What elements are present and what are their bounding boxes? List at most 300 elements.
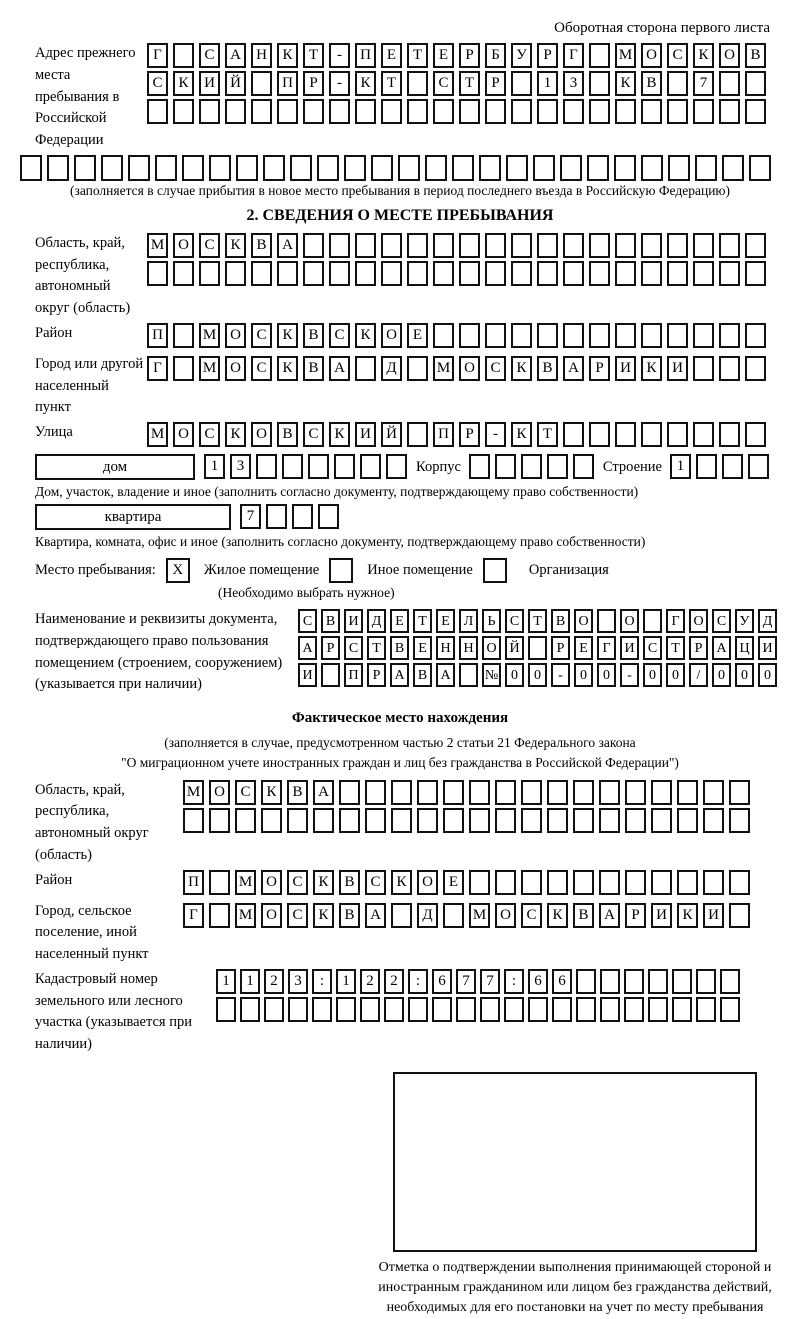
form-cell[interactable] bbox=[615, 233, 636, 258]
form-cell[interactable] bbox=[317, 155, 339, 181]
form-cell[interactable] bbox=[282, 454, 303, 479]
form-cell[interactable] bbox=[381, 261, 402, 286]
form-cell[interactable] bbox=[425, 155, 447, 181]
form-cell[interactable]: Е bbox=[574, 636, 593, 660]
form-cell[interactable]: 1 bbox=[537, 71, 558, 96]
form-cell[interactable]: В bbox=[303, 323, 324, 348]
form-cell[interactable] bbox=[703, 870, 724, 895]
form-cell[interactable] bbox=[589, 323, 610, 348]
form-cell[interactable]: 6 bbox=[528, 969, 548, 994]
form-cell[interactable] bbox=[256, 454, 277, 479]
form-cell[interactable] bbox=[587, 155, 609, 181]
form-cell[interactable] bbox=[329, 261, 350, 286]
form-cell[interactable] bbox=[495, 780, 516, 805]
form-cell[interactable] bbox=[506, 155, 528, 181]
form-cell[interactable]: : bbox=[312, 969, 332, 994]
form-cell[interactable] bbox=[339, 808, 360, 833]
form-cell[interactable]: С bbox=[199, 422, 220, 447]
form-cell[interactable]: С bbox=[433, 71, 454, 96]
form-cell[interactable]: И bbox=[758, 636, 777, 660]
form-cell[interactable] bbox=[614, 155, 636, 181]
form-cell[interactable]: М bbox=[199, 356, 220, 381]
form-cell[interactable] bbox=[182, 155, 204, 181]
form-cell[interactable] bbox=[693, 356, 714, 381]
form-cell[interactable]: А bbox=[329, 356, 350, 381]
form-cell[interactable]: Ь bbox=[482, 609, 501, 633]
form-cell[interactable] bbox=[624, 997, 644, 1022]
form-cell[interactable] bbox=[209, 903, 230, 928]
form-cell[interactable]: Т bbox=[537, 422, 558, 447]
form-cell[interactable] bbox=[173, 99, 194, 124]
form-cell[interactable] bbox=[459, 261, 480, 286]
form-cell[interactable] bbox=[469, 870, 490, 895]
form-cell[interactable] bbox=[173, 43, 194, 68]
form-cell[interactable] bbox=[355, 233, 376, 258]
form-cell[interactable]: М bbox=[235, 870, 256, 895]
form-cell[interactable]: К bbox=[615, 71, 636, 96]
form-cell[interactable] bbox=[511, 261, 532, 286]
form-cell[interactable] bbox=[277, 261, 298, 286]
form-cell[interactable] bbox=[693, 422, 714, 447]
form-cell[interactable]: С bbox=[287, 870, 308, 895]
form-cell[interactable]: М bbox=[147, 233, 168, 258]
form-cell[interactable]: О bbox=[620, 609, 639, 633]
form-cell[interactable] bbox=[334, 454, 355, 479]
form-cell[interactable] bbox=[624, 969, 644, 994]
form-cell[interactable]: Г bbox=[147, 43, 168, 68]
form-cell[interactable] bbox=[693, 323, 714, 348]
form-cell[interactable] bbox=[312, 997, 332, 1022]
form-cell[interactable]: С bbox=[712, 609, 731, 633]
form-cell[interactable]: И bbox=[667, 356, 688, 381]
form-cell[interactable]: С bbox=[298, 609, 317, 633]
form-cell[interactable] bbox=[456, 997, 476, 1022]
form-cell[interactable]: К bbox=[277, 323, 298, 348]
form-cell[interactable]: 7 bbox=[480, 969, 500, 994]
form-cell[interactable] bbox=[407, 233, 428, 258]
form-cell[interactable] bbox=[391, 808, 412, 833]
form-cell[interactable] bbox=[321, 663, 340, 687]
form-cell[interactable] bbox=[667, 261, 688, 286]
form-cell[interactable]: Т bbox=[666, 636, 685, 660]
form-cell[interactable]: М bbox=[469, 903, 490, 928]
form-cell[interactable] bbox=[589, 99, 610, 124]
form-cell[interactable] bbox=[693, 99, 714, 124]
form-cell[interactable] bbox=[641, 233, 662, 258]
form-cell[interactable]: Д bbox=[381, 356, 402, 381]
form-cell[interactable]: К bbox=[225, 233, 246, 258]
form-cell[interactable] bbox=[173, 323, 194, 348]
form-cell[interactable]: К bbox=[677, 903, 698, 928]
form-cell[interactable] bbox=[495, 808, 516, 833]
form-cell[interactable] bbox=[573, 454, 594, 479]
form-cell[interactable] bbox=[600, 969, 620, 994]
form-cell[interactable] bbox=[407, 422, 428, 447]
form-cell[interactable] bbox=[677, 780, 698, 805]
form-cell[interactable]: 2 bbox=[264, 969, 284, 994]
form-cell[interactable] bbox=[173, 261, 194, 286]
form-cell[interactable] bbox=[480, 997, 500, 1022]
form-cell[interactable]: О bbox=[689, 609, 708, 633]
form-cell[interactable]: Т bbox=[367, 636, 386, 660]
form-cell[interactable] bbox=[589, 71, 610, 96]
form-cell[interactable]: В bbox=[303, 356, 324, 381]
form-cell[interactable]: М bbox=[235, 903, 256, 928]
form-cell[interactable] bbox=[504, 997, 524, 1022]
house-box[interactable]: дом bbox=[35, 454, 195, 480]
form-cell[interactable]: В bbox=[251, 233, 272, 258]
form-cell[interactable] bbox=[225, 261, 246, 286]
form-cell[interactable]: 3 bbox=[563, 71, 584, 96]
form-cell[interactable] bbox=[641, 155, 663, 181]
form-cell[interactable]: А bbox=[390, 663, 409, 687]
form-cell[interactable] bbox=[667, 422, 688, 447]
form-cell[interactable] bbox=[485, 233, 506, 258]
form-cell[interactable] bbox=[511, 323, 532, 348]
form-cell[interactable]: Б bbox=[485, 43, 506, 68]
form-cell[interactable]: С bbox=[251, 323, 272, 348]
form-cell[interactable] bbox=[318, 504, 339, 529]
form-cell[interactable]: С bbox=[667, 43, 688, 68]
form-cell[interactable]: М bbox=[615, 43, 636, 68]
form-cell[interactable]: В bbox=[277, 422, 298, 447]
form-cell[interactable] bbox=[537, 99, 558, 124]
form-cell[interactable]: О bbox=[173, 422, 194, 447]
form-cell[interactable] bbox=[589, 422, 610, 447]
form-cell[interactable]: 0 bbox=[666, 663, 685, 687]
form-cell[interactable] bbox=[371, 155, 393, 181]
form-cell[interactable] bbox=[722, 454, 743, 479]
form-cell[interactable] bbox=[147, 261, 168, 286]
form-cell[interactable] bbox=[648, 969, 668, 994]
form-cell[interactable] bbox=[625, 808, 646, 833]
form-cell[interactable] bbox=[360, 454, 381, 479]
form-cell[interactable] bbox=[745, 233, 766, 258]
form-cell[interactable] bbox=[443, 780, 464, 805]
form-cell[interactable]: № bbox=[482, 663, 501, 687]
form-cell[interactable] bbox=[677, 870, 698, 895]
form-cell[interactable]: 3 bbox=[288, 969, 308, 994]
form-cell[interactable]: О bbox=[482, 636, 501, 660]
form-cell[interactable]: И bbox=[651, 903, 672, 928]
form-cell[interactable] bbox=[643, 609, 662, 633]
form-cell[interactable] bbox=[533, 155, 555, 181]
form-cell[interactable] bbox=[719, 233, 740, 258]
form-cell[interactable] bbox=[599, 870, 620, 895]
form-cell[interactable]: В bbox=[745, 43, 766, 68]
form-cell[interactable] bbox=[303, 261, 324, 286]
form-cell[interactable]: 1 bbox=[216, 969, 236, 994]
form-cell[interactable] bbox=[599, 780, 620, 805]
form-cell[interactable]: Г bbox=[563, 43, 584, 68]
form-cell[interactable]: И bbox=[703, 903, 724, 928]
form-cell[interactable] bbox=[251, 99, 272, 124]
form-cell[interactable] bbox=[547, 780, 568, 805]
form-cell[interactable]: В bbox=[641, 71, 662, 96]
form-cell[interactable] bbox=[695, 155, 717, 181]
form-cell[interactable] bbox=[528, 636, 547, 660]
form-cell[interactable] bbox=[355, 99, 376, 124]
form-cell[interactable]: А bbox=[599, 903, 620, 928]
form-cell[interactable]: С bbox=[251, 356, 272, 381]
form-cell[interactable]: А bbox=[313, 780, 334, 805]
form-cell[interactable] bbox=[511, 71, 532, 96]
form-cell[interactable]: 0 bbox=[528, 663, 547, 687]
form-cell[interactable] bbox=[459, 663, 478, 687]
form-cell[interactable]: М bbox=[199, 323, 220, 348]
form-cell[interactable] bbox=[288, 997, 308, 1022]
form-cell[interactable] bbox=[495, 454, 516, 479]
form-cell[interactable]: С bbox=[485, 356, 506, 381]
form-cell[interactable] bbox=[384, 997, 404, 1022]
form-cell[interactable]: : bbox=[504, 969, 524, 994]
form-cell[interactable]: Г bbox=[597, 636, 616, 660]
form-cell[interactable] bbox=[745, 422, 766, 447]
form-cell[interactable]: 0 bbox=[574, 663, 593, 687]
form-cell[interactable] bbox=[199, 99, 220, 124]
form-cell[interactable] bbox=[589, 233, 610, 258]
form-cell[interactable] bbox=[720, 997, 740, 1022]
form-cell[interactable] bbox=[511, 233, 532, 258]
form-cell[interactable]: К bbox=[355, 71, 376, 96]
form-cell[interactable]: А bbox=[277, 233, 298, 258]
form-cell[interactable] bbox=[443, 903, 464, 928]
form-cell[interactable] bbox=[745, 71, 766, 96]
form-cell[interactable]: 6 bbox=[552, 969, 572, 994]
form-cell[interactable] bbox=[183, 808, 204, 833]
form-cell[interactable] bbox=[719, 99, 740, 124]
form-cell[interactable]: Д bbox=[758, 609, 777, 633]
form-cell[interactable] bbox=[693, 233, 714, 258]
form-cell[interactable] bbox=[648, 997, 668, 1022]
form-cell[interactable]: К bbox=[261, 780, 282, 805]
form-cell[interactable]: В bbox=[413, 663, 432, 687]
form-cell[interactable]: П bbox=[183, 870, 204, 895]
form-cell[interactable]: О bbox=[225, 356, 246, 381]
form-cell[interactable] bbox=[748, 454, 769, 479]
form-cell[interactable] bbox=[651, 870, 672, 895]
form-cell[interactable]: С bbox=[303, 422, 324, 447]
form-cell[interactable] bbox=[672, 969, 692, 994]
form-cell[interactable] bbox=[537, 261, 558, 286]
form-cell[interactable] bbox=[641, 323, 662, 348]
form-cell[interactable] bbox=[433, 323, 454, 348]
form-cell[interactable]: С bbox=[521, 903, 542, 928]
form-cell[interactable] bbox=[668, 155, 690, 181]
form-cell[interactable] bbox=[719, 261, 740, 286]
form-cell[interactable]: О bbox=[261, 903, 282, 928]
form-cell[interactable] bbox=[485, 261, 506, 286]
form-cell[interactable]: Л bbox=[459, 609, 478, 633]
form-cell[interactable]: С bbox=[199, 43, 220, 68]
form-cell[interactable]: Е bbox=[390, 609, 409, 633]
form-cell[interactable]: С bbox=[199, 233, 220, 258]
form-cell[interactable]: Н bbox=[459, 636, 478, 660]
form-cell[interactable] bbox=[729, 903, 750, 928]
form-cell[interactable] bbox=[641, 99, 662, 124]
form-cell[interactable] bbox=[600, 997, 620, 1022]
form-cell[interactable]: 2 bbox=[360, 969, 380, 994]
form-cell[interactable] bbox=[147, 99, 168, 124]
form-cell[interactable]: В bbox=[573, 903, 594, 928]
form-cell[interactable]: У bbox=[735, 609, 754, 633]
form-cell[interactable]: М bbox=[147, 422, 168, 447]
form-cell[interactable] bbox=[651, 808, 672, 833]
form-cell[interactable]: Г bbox=[147, 356, 168, 381]
form-cell[interactable] bbox=[47, 155, 69, 181]
form-cell[interactable] bbox=[433, 99, 454, 124]
form-cell[interactable]: - bbox=[620, 663, 639, 687]
form-cell[interactable] bbox=[391, 780, 412, 805]
form-cell[interactable]: К bbox=[355, 323, 376, 348]
form-cell[interactable] bbox=[365, 780, 386, 805]
form-cell[interactable]: 1 bbox=[670, 454, 691, 479]
form-cell[interactable] bbox=[355, 356, 376, 381]
form-cell[interactable]: Г bbox=[183, 903, 204, 928]
form-cell[interactable]: П bbox=[277, 71, 298, 96]
form-cell[interactable]: О bbox=[495, 903, 516, 928]
form-cell[interactable] bbox=[381, 99, 402, 124]
form-cell[interactable]: Н bbox=[436, 636, 455, 660]
form-cell[interactable] bbox=[339, 780, 360, 805]
form-cell[interactable] bbox=[432, 997, 452, 1022]
form-cell[interactable] bbox=[173, 356, 194, 381]
form-cell[interactable]: - bbox=[551, 663, 570, 687]
form-cell[interactable] bbox=[641, 261, 662, 286]
form-cell[interactable]: 0 bbox=[758, 663, 777, 687]
form-cell[interactable]: С bbox=[287, 903, 308, 928]
form-cell[interactable] bbox=[287, 808, 308, 833]
form-cell[interactable] bbox=[209, 808, 230, 833]
form-cell[interactable]: Д bbox=[367, 609, 386, 633]
form-cell[interactable] bbox=[459, 323, 480, 348]
form-cell[interactable]: Г bbox=[666, 609, 685, 633]
form-cell[interactable] bbox=[360, 997, 380, 1022]
form-cell[interactable] bbox=[672, 997, 692, 1022]
apartment-box[interactable]: квартира bbox=[35, 504, 231, 530]
form-cell[interactable]: : bbox=[408, 969, 428, 994]
form-cell[interactable] bbox=[547, 870, 568, 895]
form-cell[interactable] bbox=[625, 870, 646, 895]
form-cell[interactable] bbox=[290, 155, 312, 181]
form-cell[interactable]: Р bbox=[485, 71, 506, 96]
form-cell[interactable] bbox=[485, 99, 506, 124]
form-cell[interactable]: С bbox=[643, 636, 662, 660]
form-cell[interactable]: Р bbox=[689, 636, 708, 660]
form-cell[interactable]: 1 bbox=[240, 969, 260, 994]
form-cell[interactable]: К bbox=[277, 43, 298, 68]
form-cell[interactable]: 6 bbox=[432, 969, 452, 994]
form-cell[interactable] bbox=[573, 870, 594, 895]
form-cell[interactable]: И bbox=[199, 71, 220, 96]
form-cell[interactable] bbox=[537, 233, 558, 258]
form-cell[interactable]: Р bbox=[321, 636, 340, 660]
form-cell[interactable]: К bbox=[313, 903, 334, 928]
form-cell[interactable]: П bbox=[147, 323, 168, 348]
form-cell[interactable]: М bbox=[433, 356, 454, 381]
form-cell[interactable] bbox=[308, 454, 329, 479]
form-cell[interactable]: И bbox=[355, 422, 376, 447]
form-cell[interactable]: И bbox=[615, 356, 636, 381]
form-cell[interactable] bbox=[469, 808, 490, 833]
form-cell[interactable] bbox=[263, 155, 285, 181]
form-cell[interactable] bbox=[667, 233, 688, 258]
form-cell[interactable] bbox=[266, 504, 287, 529]
form-cell[interactable]: О bbox=[173, 233, 194, 258]
form-cell[interactable]: Р bbox=[551, 636, 570, 660]
form-cell[interactable] bbox=[547, 808, 568, 833]
form-cell[interactable] bbox=[225, 99, 246, 124]
form-cell[interactable]: О bbox=[719, 43, 740, 68]
form-cell[interactable]: П bbox=[355, 43, 376, 68]
form-cell[interactable]: О bbox=[459, 356, 480, 381]
form-cell[interactable] bbox=[199, 261, 220, 286]
form-cell[interactable] bbox=[722, 155, 744, 181]
form-cell[interactable]: К bbox=[277, 356, 298, 381]
form-cell[interactable]: В bbox=[537, 356, 558, 381]
stay-type-checkbox-organization[interactable] bbox=[483, 558, 507, 583]
form-cell[interactable] bbox=[719, 323, 740, 348]
form-cell[interactable]: 3 bbox=[230, 454, 251, 479]
form-cell[interactable] bbox=[329, 233, 350, 258]
form-cell[interactable] bbox=[552, 997, 572, 1022]
form-cell[interactable] bbox=[528, 997, 548, 1022]
form-cell[interactable]: А bbox=[563, 356, 584, 381]
form-cell[interactable] bbox=[573, 780, 594, 805]
form-cell[interactable] bbox=[336, 997, 356, 1022]
form-cell[interactable] bbox=[443, 808, 464, 833]
form-cell[interactable]: А bbox=[225, 43, 246, 68]
form-cell[interactable] bbox=[128, 155, 150, 181]
form-cell[interactable]: Е bbox=[407, 323, 428, 348]
form-cell[interactable]: С bbox=[505, 609, 524, 633]
form-cell[interactable]: 7 bbox=[240, 504, 261, 529]
form-cell[interactable]: Е bbox=[381, 43, 402, 68]
form-cell[interactable] bbox=[563, 261, 584, 286]
form-cell[interactable]: / bbox=[689, 663, 708, 687]
form-cell[interactable] bbox=[599, 808, 620, 833]
form-cell[interactable] bbox=[479, 155, 501, 181]
form-cell[interactable] bbox=[696, 969, 716, 994]
form-cell[interactable] bbox=[615, 99, 636, 124]
form-cell[interactable]: - bbox=[329, 43, 350, 68]
form-cell[interactable] bbox=[521, 454, 542, 479]
form-cell[interactable] bbox=[719, 356, 740, 381]
form-cell[interactable] bbox=[155, 155, 177, 181]
form-cell[interactable]: К bbox=[693, 43, 714, 68]
form-cell[interactable]: К bbox=[547, 903, 568, 928]
form-cell[interactable]: Т bbox=[528, 609, 547, 633]
form-cell[interactable]: В bbox=[339, 903, 360, 928]
form-cell[interactable]: Т bbox=[303, 43, 324, 68]
form-cell[interactable]: 1 bbox=[204, 454, 225, 479]
form-cell[interactable]: О bbox=[209, 780, 230, 805]
form-cell[interactable]: К bbox=[313, 870, 334, 895]
form-cell[interactable]: О bbox=[251, 422, 272, 447]
form-cell[interactable] bbox=[703, 780, 724, 805]
form-cell[interactable]: М bbox=[183, 780, 204, 805]
form-cell[interactable] bbox=[407, 261, 428, 286]
form-cell[interactable] bbox=[344, 155, 366, 181]
form-cell[interactable] bbox=[365, 808, 386, 833]
form-cell[interactable] bbox=[563, 422, 584, 447]
form-cell[interactable] bbox=[209, 870, 230, 895]
form-cell[interactable] bbox=[398, 155, 420, 181]
form-cell[interactable] bbox=[729, 808, 750, 833]
form-cell[interactable]: 0 bbox=[712, 663, 731, 687]
form-cell[interactable] bbox=[407, 356, 428, 381]
form-cell[interactable]: Е bbox=[436, 609, 455, 633]
